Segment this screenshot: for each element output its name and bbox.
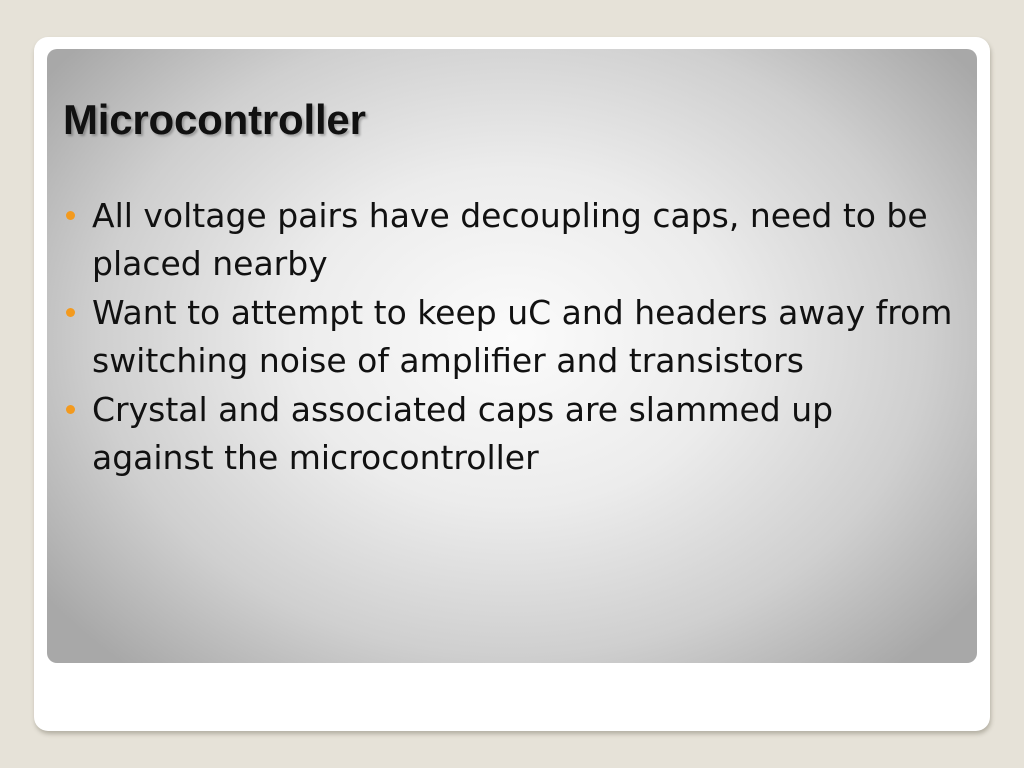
bullet-item (63, 289, 963, 385)
bullet-item (63, 192, 963, 288)
bullet-text: Want to attempt to keep uC and headers away from switching noise of amplifier and transistors (92, 293, 953, 380)
slide-title: Microcontroller (63, 96, 366, 143)
bullet-item (63, 386, 963, 482)
bullet-text: All voltage pairs have decoupling caps, need to be placed nearby (92, 196, 928, 283)
bullet-dot-icon (66, 308, 75, 317)
bullet-list (63, 192, 963, 483)
bullet-dot-icon (66, 405, 75, 414)
bullet-dot-icon (66, 211, 75, 220)
bullet-text: Crystal and associated caps are slammed up against the microcontroller (92, 390, 834, 477)
